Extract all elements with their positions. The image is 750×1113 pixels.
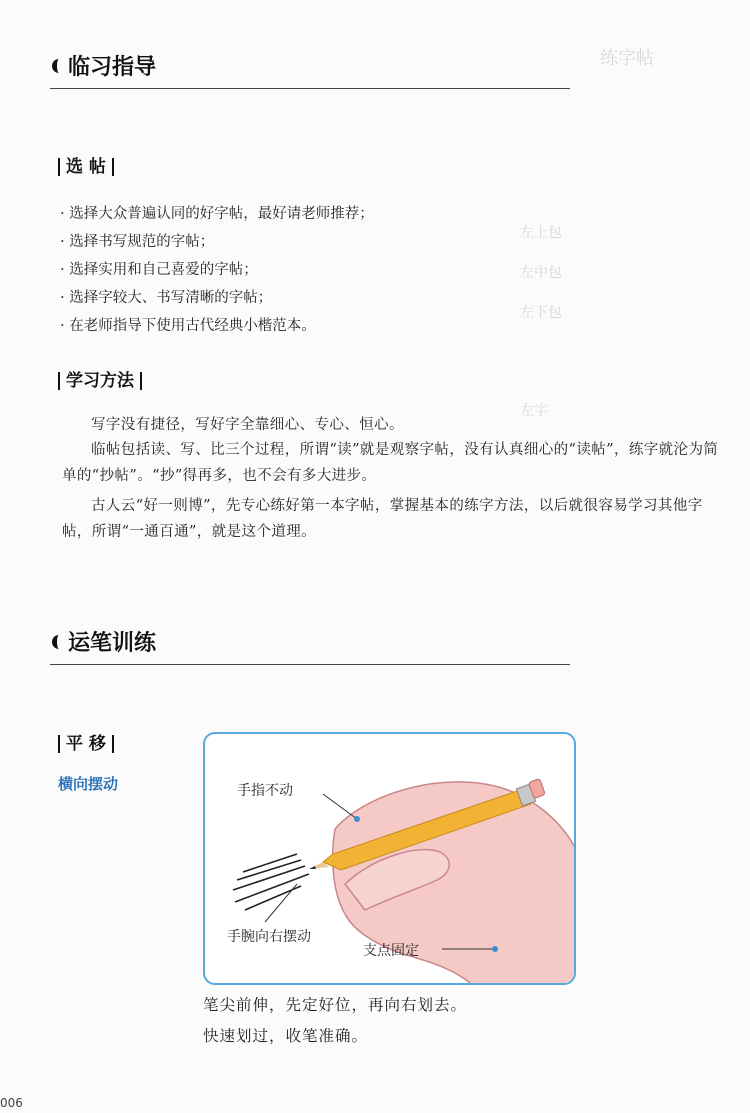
page-number: 006 (0, 1096, 23, 1110)
annotation-wrist: 手腕向右摆动 (227, 929, 311, 945)
bleed-through-line: 左字 (520, 403, 548, 419)
annotation-finger: 手指不动 (237, 783, 293, 799)
training-title (52, 626, 156, 657)
caption-line-1: 笔尖前伸，先定好位，再向右划去。 (203, 996, 468, 1014)
section-marker-icon (52, 59, 64, 73)
method-paragraph: 写字没有捷径，写好字全靠细心、专心、恒心。 (91, 417, 404, 433)
list-item: · 在老师指导下使用古代经典小楷范本。 (60, 312, 374, 340)
hand-illustration (203, 732, 576, 985)
list-item: · 选择实用和自己喜爱的字帖； (60, 256, 374, 284)
page-title (52, 50, 156, 81)
stroke-lines (233, 854, 309, 910)
leader-dot (492, 946, 498, 952)
page-title-text: 临习指导 (68, 55, 157, 80)
bleed-through-heading: 练字帖 (600, 48, 654, 69)
training-underline (50, 664, 570, 665)
section-marker-icon (52, 635, 64, 649)
leader-dot (354, 816, 360, 822)
caption-line-2: 快速划过，收笔准确。 (203, 1027, 369, 1045)
select-list (60, 200, 374, 340)
title-underline (50, 88, 570, 89)
list-item: · 选择字较大、书写清晰的字帖； (60, 284, 374, 312)
select-heading: 选 帖 (58, 158, 114, 176)
method-heading: 学习方法 (58, 372, 142, 390)
leader-line (265, 884, 297, 922)
bleed-through-line: 左上包 (520, 225, 562, 241)
list-item: · 选择大众普遍认同的好字帖，最好请老师推荐； (60, 200, 374, 228)
list-item: · 选择书写规范的字帖； (60, 228, 374, 256)
leader-line (323, 794, 357, 819)
bleed-through-line: 左下包 (520, 305, 562, 321)
method-paragraph: 临帖包括读、写、比三个过程，所谓“读”就是观察字帖，没有认真细心的“读帖”，练字就沦为简单的“抄帖”。“抄”得再多，也不会有多大进步。 (62, 442, 719, 484)
annotation-pivot: 支点固定 (363, 943, 419, 959)
translation-heading: 平 移 (58, 735, 114, 753)
bleed-through-line: 左中包 (520, 265, 562, 281)
method-paragraph: 古人云“好一则博”，先专心练好第一本字帖，掌握基本的练字方法，以后就很容易学习其他字帖，所谓“一通百通”，就是这个道理。 (62, 498, 703, 540)
swing-label: 横向摆动 (58, 775, 119, 793)
training-title-text: 运笔训练 (68, 631, 157, 656)
